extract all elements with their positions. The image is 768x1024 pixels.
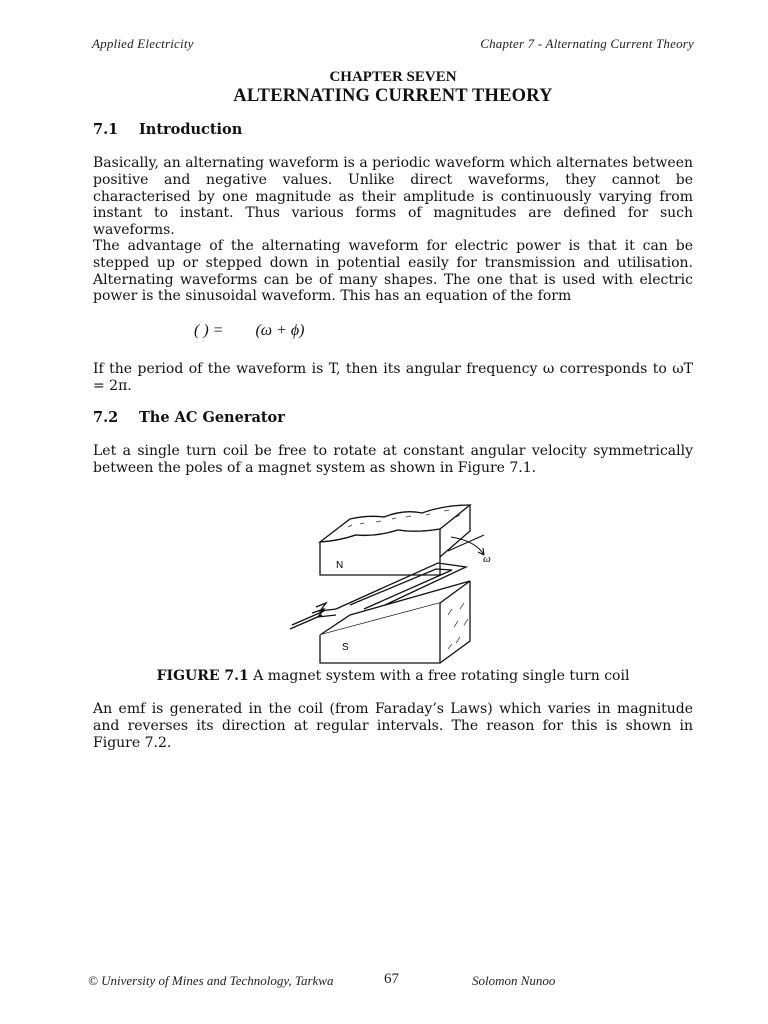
footer-author: Solomon Nunoo xyxy=(472,973,556,988)
section-number: 7.2 xyxy=(93,409,119,426)
figure-caption xyxy=(0,668,768,684)
paragraph-generator-1: Let a single turn coil be free to rotate at constant angular velocity symmetrically between the poles of a magnet system as shown in Figure 7.1. xyxy=(93,443,693,476)
footer-institution: © University of Mines and Technology, Tarkwa xyxy=(88,973,334,988)
equation xyxy=(194,322,304,340)
chapter-title: ALTERNATING CURRENT THEORY xyxy=(233,86,553,106)
section-title: Introduction xyxy=(139,121,243,138)
chapter-label: CHAPTER SEVEN xyxy=(329,69,457,85)
page-number: 67 xyxy=(384,971,399,987)
section-title: The AC Generator xyxy=(139,409,285,426)
paragraph-intro-1: Basically, an alternating waveform is a periodic waveform which alternates between positive and negative values. Unlike direct waveforms, they cannot be characterised by one magnitude as their amplitude is continuously varying from instant to instant. Thus various forms of magnitudes are defined for such waveforms. xyxy=(93,155,693,239)
running-header-right: Chapter 7 - Alternating Current Theory xyxy=(480,36,694,51)
figure-caption-label: FIGURE 7.1 xyxy=(156,668,249,684)
section-number: 7.1 xyxy=(93,121,119,138)
north-label: N xyxy=(336,560,344,571)
figure-caption-text: A magnet system with a free rotating single turn coil xyxy=(248,668,630,684)
figure-magnet-system xyxy=(288,497,498,667)
paragraph-generator-2: An emf is generated in the coil (from Faraday’s Laws) which varies in magnitude and reverses its direction at regular intervals. The reason for this is shown in Figure 7.2. xyxy=(93,701,693,751)
equation-left: ( ) = xyxy=(194,322,224,339)
paragraph-period: If the period of the waveform is T, then its angular frequency ω corresponds to ωT = 2π. xyxy=(93,361,693,394)
section-heading-ac-generator xyxy=(93,409,285,426)
omega-label: ω xyxy=(483,553,491,565)
equation-right: (ω + ϕ) xyxy=(255,322,305,339)
section-heading-introduction xyxy=(93,121,242,138)
running-header-left: Applied Electricity xyxy=(92,36,194,51)
paragraph-intro-2: The advantage of the alternating waveform for electric power is that it can be stepped up or stepped down in potential easily for transmission and utilisation. Alternating waveforms can be of many shapes. The one that is used with electric power is the sinusoidal waveform. This has an equation of the form xyxy=(93,238,693,305)
south-label: S xyxy=(342,642,349,653)
